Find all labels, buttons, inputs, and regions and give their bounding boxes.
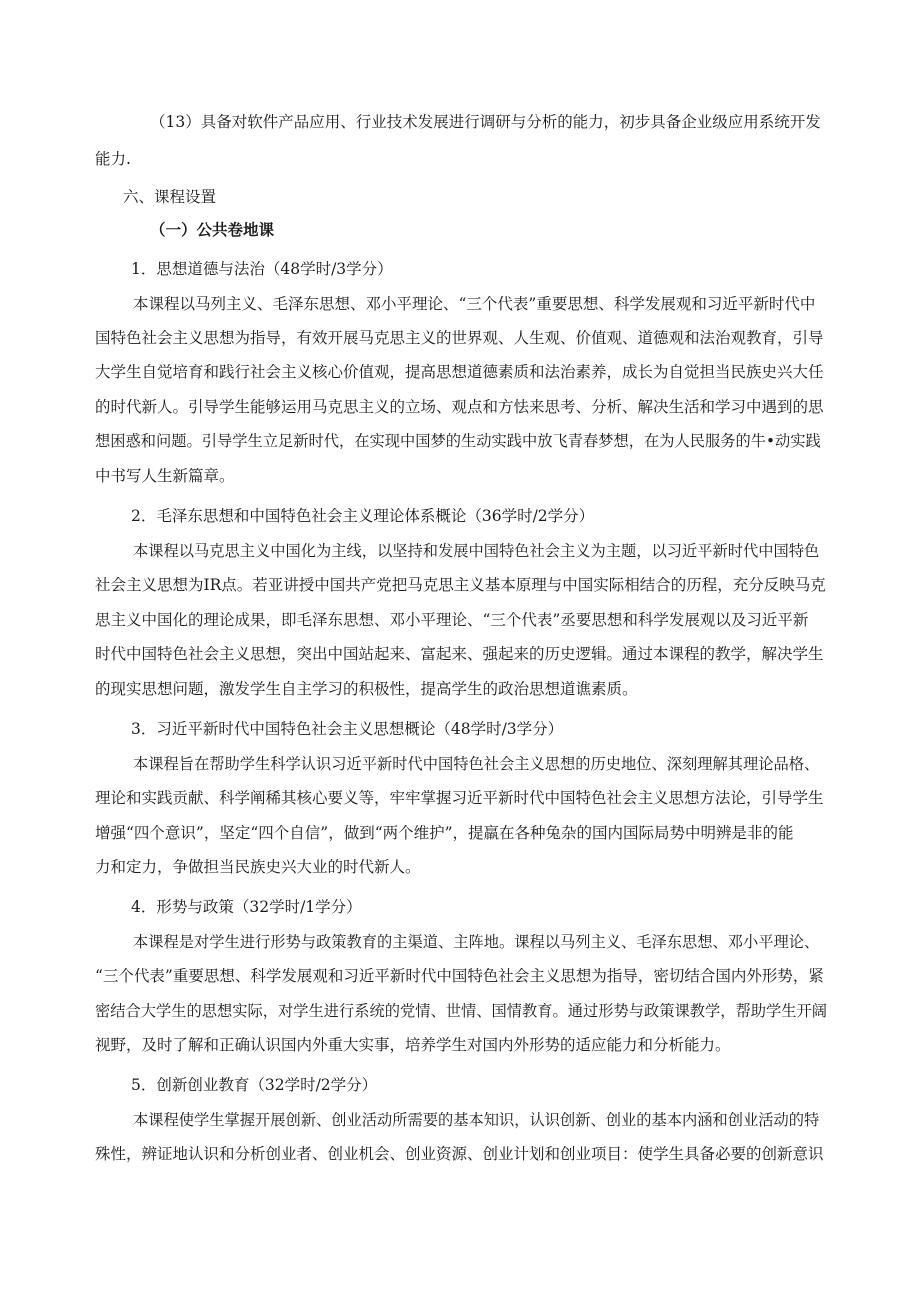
course-5-line: 本课程使学生掌握开展创新、创业活动所需要的基本知识，认识创新、创业的基本内涵和创业活动的特 <box>133 1111 820 1129</box>
course-5-line: 殊性，辨证地认识和分析创业者、创业机会、创业资源、创业计划和创业项目：使学生具备必要的创新意识 <box>95 1145 824 1163</box>
course-1-line: 中书写人生新篇章。 <box>95 467 235 485</box>
course-4-line: “三个代表”重要思想、科学发展观和习近平新时代中国特色社会主义思想为指导，密切结合国内外形势，紧 <box>95 967 824 985</box>
course-4-title: 4．形势与政策（32学时/1学分） <box>131 898 362 916</box>
course-1-line: 想困惑和问题。引导学生立足新时代，在实现中国梦的生动实践中放飞青春梦想，在为人民服务的牛•动实践 <box>95 432 821 450</box>
course-3-title: 3．习近平新时代中国特色社会主义思想概论（48学时/3学分） <box>131 720 564 738</box>
course-3-line: 理论和实践贡献、科学阐稀其核心要义等，牢牢掌握习近平新时代中国特色社会主义思想方法论，引导学生 <box>95 789 824 807</box>
course-1-title: 1．思想道德与法治（48学时/3学分） <box>131 260 393 278</box>
section-title: 六、课程设置 <box>123 188 217 206</box>
course-4-line: 视野，及时了解和正确认识国内外重大实事，培养学生对国内外形势的适应能力和分析能力。 <box>95 1036 731 1054</box>
course-4-line: 本课程是对学生进行形势与政策教育的主渠道、主阵地。课程以马列主义、毛泽东思想、邓小平理论、 <box>133 933 820 951</box>
course-1-line: 的时代新人。引导学生能够运用马克思主义的立场、观点和方怯来思考、分析、解决生活和学习中遇到的思 <box>95 398 824 416</box>
course-2-line: 的现实思想问题，激发学生自主学习的积极性，提高学生的政治思想道谯素质。 <box>95 680 638 698</box>
intro-line-1: （13）具备对软件产品应用、行业技术发展进行调研与分析的能力，初步具备企业级应用系统开发 <box>150 113 821 131</box>
course-2-line: 思主义中国化的理论成果，即毛泽东思想、邓小平理论、“三个代表”丞要思想和科学发展观以及习近平新 <box>95 611 809 629</box>
course-2-line: 本课程以马克思主义中国化为主线，以坚持和发展中国特色社会主义为主题，以习近平新时代中国特色 <box>133 542 820 560</box>
course-3-line: 力和定力，争做担当民族史兴大业的时代新人。 <box>95 858 421 876</box>
intro-line-2: 能力. <box>95 150 131 168</box>
course-1-line: 国特色社会主义思想为指导，有效开展马克思主义的世界观、人生观、价值观、道德观和法治观教育，引导 <box>95 329 824 347</box>
course-3-line: 本课程旨在帮助学生科学认识习近平新时代中国特色社会主义思想的历史地位、深刻理解其理论品格、 <box>133 755 820 773</box>
course-2-line: 时代中国特色社会主义思想，突出中国站起来、富起来、强起来的历史逻辑。通过本课程的教学，解决学生 <box>95 645 824 663</box>
course-3-line: 增强“四个意识”，坚定“四个自信”，做到“两个维护”，提羸在各种兔杂的国内国际局势中明辨是非的能 <box>95 824 794 842</box>
course-4-line: 密结合大学生的思想实际，对学生进行系统的党情、世情、国情教育。通过形势与政策课教学，帮助学生开阔 <box>95 1002 827 1020</box>
course-5-title: 5．创新创业教育（32学时/2学分） <box>131 1076 378 1094</box>
course-1-line: 本课程以马列主义、毛泽东思想、邓小平理论、“三个代表”重要思想、科学发展观和习近平新时代中 <box>133 295 816 313</box>
course-2-line: 社会主义思想为IR点。若亚讲授中国共产党把马克思主义基本原理与中国实际相结合的历程，充分反映马克 <box>95 576 826 594</box>
course-1-line: 大学生自觉培育和践行社会主义核心价值观，提高思想道德素质和法治素养，成长为自觉担当民族史兴大任 <box>95 363 824 381</box>
course-2-title: 2．毛泽东思想和中国特色社会主义理论体系概论（36学时/2学分） <box>131 507 595 525</box>
subsection-title: （一）公共卷地课 <box>150 220 275 239</box>
